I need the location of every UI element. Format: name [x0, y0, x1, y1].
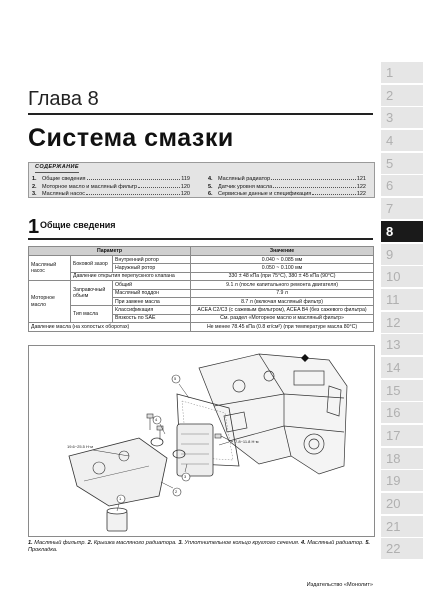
- contents-entry-number: 3.: [32, 191, 37, 197]
- contents-entry[interactable]: [32, 174, 190, 182]
- contents-entry-page: 119: [181, 176, 190, 182]
- contents-box: [28, 162, 375, 198]
- chapter-tab-5[interactable]: 5: [381, 153, 423, 174]
- contents-column-left: [32, 174, 190, 197]
- param-cell: Давление масла (на холостых оборотах): [29, 323, 191, 331]
- caption-text: Уплотнительное кольцо круглого сечения.: [184, 540, 300, 546]
- contents-entry[interactable]: [32, 189, 190, 197]
- contents-entry-number: 4.: [208, 176, 213, 182]
- chapter-tab-1[interactable]: 1: [381, 62, 423, 83]
- chapter-tab-15[interactable]: 15: [381, 380, 423, 401]
- value-cell: 0.040 ~ 0.085 мм: [191, 256, 374, 264]
- publisher-footer: Издательство «Монолит»: [306, 582, 373, 588]
- chapter-heading: Глава 8: [28, 88, 99, 110]
- group-oil-pump: Масляный насос: [29, 256, 71, 281]
- param-cell: Внутренний ротор: [113, 256, 191, 264]
- group-fill-volume: Заправочный объем: [71, 281, 113, 306]
- chapter-tab-2[interactable]: 2: [381, 85, 423, 106]
- chapter-tab-19[interactable]: 19: [381, 470, 423, 491]
- caption-num: 4.: [300, 540, 306, 546]
- param-cell: Масляный поддон: [113, 289, 191, 297]
- contents-entry-page: 122: [356, 183, 366, 190]
- contents-leader-dots: [138, 182, 180, 188]
- contents-entry[interactable]: [208, 189, 366, 197]
- chapter-tab-18[interactable]: 18: [381, 448, 423, 469]
- chapter-tab-14[interactable]: 14: [381, 357, 423, 378]
- contents-entry-label: Датчик уровня масла: [218, 183, 273, 190]
- param-cell: Вязкость по SAE: [113, 314, 191, 322]
- caption-num: 5.: [365, 540, 370, 546]
- engine-illustration: [29, 346, 374, 536]
- table-header-value: Значение: [191, 247, 374, 256]
- callout-5-label: 5: [174, 376, 177, 381]
- chapter-tab-16[interactable]: 16: [381, 402, 423, 423]
- caption-text: Крышка масляного радиатора.: [93, 540, 177, 546]
- contents-entry-page: 120: [180, 183, 190, 190]
- caption-text: Прокладка.: [28, 547, 58, 553]
- contents-entry-label: Масляный насос: [42, 191, 85, 197]
- value-cell: 0.050 ~ 0.100 мм: [191, 264, 374, 272]
- value-cell: 7.9 л: [191, 289, 374, 297]
- group-oil-type: Тип масла: [71, 306, 113, 323]
- contents-leader-dots: [271, 174, 356, 180]
- contents-entry-number: 1.: [32, 176, 37, 182]
- callout-4-label: 4: [155, 417, 158, 422]
- callout-2-label: 2: [175, 489, 178, 494]
- table-header-row: [29, 247, 374, 256]
- chapter-tab-10[interactable]: 10: [381, 266, 423, 287]
- section-title: Общие сведения: [40, 220, 116, 230]
- contents-entry[interactable]: [208, 174, 366, 182]
- value-cell: 9.1 л (после капитального ремонта двигателя): [191, 281, 374, 289]
- contents-entry-label: Сервисные данные и спецификация: [218, 191, 312, 197]
- chapter-tab-17[interactable]: 17: [381, 425, 423, 446]
- chapter-tab-6[interactable]: 6: [381, 175, 423, 196]
- contents-entry-number: 6.: [208, 191, 213, 197]
- spec-table: [28, 246, 374, 332]
- callout-3-label: 3: [184, 474, 187, 479]
- value-cell: Не менее 78.45 кПа (0.8 кг/см²) (при температуре масла 80°С): [191, 323, 374, 331]
- value-cell: См. раздел «Моторное масло и масляный фильтр»: [191, 314, 374, 322]
- chapter-tab-4[interactable]: 4: [381, 130, 423, 151]
- torque-spec-right: 7.8~11.8 Н·м: [235, 439, 259, 444]
- contents-entry-label: Масляный радиатор: [218, 176, 271, 182]
- chapter-tab-8[interactable]: 8: [381, 221, 423, 242]
- contents-heading: СОДЕРЖАНИЕ: [35, 164, 79, 170]
- chapter-tab-13[interactable]: 13: [381, 334, 423, 355]
- group-side-clearance: Боковой зазор: [71, 256, 113, 273]
- contents-entry-page: 120: [180, 191, 190, 197]
- contents-entry-label: Общие сведения: [42, 176, 86, 182]
- param-cell: Давление открытия перепускного клапана: [71, 272, 191, 280]
- callout-1-label: 1: [119, 496, 122, 501]
- torque-spec-left: 19.6~25.5 Н·м: [67, 444, 93, 449]
- caption-num: 2.: [87, 540, 93, 546]
- value-cell: 330 ± 48 кПа (при 75°С), 380 ± 45 кПа (90°С): [191, 272, 374, 280]
- contents-entry-label: Моторное масло и масляный фильтр: [42, 183, 138, 190]
- value-cell: ACEA C2/C3 (с сажевым фильтром), ACEA B4 (без сажевого фильтра): [191, 306, 374, 314]
- section-number: 1: [28, 216, 40, 238]
- contents-leader-dots: [86, 189, 180, 195]
- caption-text: Масляный фильтр.: [34, 540, 87, 546]
- contents-column-right: [208, 174, 366, 197]
- chapter-tab-9[interactable]: 9: [381, 244, 423, 265]
- chapter-rule: [28, 113, 373, 115]
- chapter-title: Система смазки: [28, 124, 234, 152]
- param-cell: Общий: [113, 281, 191, 289]
- contents-entry-number: 5.: [208, 183, 213, 190]
- chapter-tabs: [381, 62, 423, 561]
- chapter-tab-21[interactable]: 21: [381, 516, 423, 537]
- o-ring-drawing: [151, 438, 163, 446]
- contents-heading-underline: [35, 172, 79, 173]
- figure-caption: [28, 540, 373, 554]
- table-row: [29, 256, 374, 264]
- table-row: [29, 323, 374, 331]
- param-cell: Классификация: [113, 306, 191, 314]
- section-rule: [28, 238, 373, 240]
- exploded-view-figure: [28, 345, 375, 537]
- param-cell: При замене масла: [113, 298, 191, 306]
- engine-block-drawing: [199, 354, 347, 474]
- table-row: [29, 272, 374, 280]
- chapter-tab-20[interactable]: 20: [381, 493, 423, 514]
- caption-num: 1.: [28, 540, 33, 546]
- contents-leader-dots: [273, 182, 356, 188]
- contents-entry-page: 121: [356, 176, 366, 182]
- group-engine-oil: Моторное масло: [29, 281, 71, 323]
- contents-entry-page: 122: [356, 191, 366, 197]
- chapter-tab-22[interactable]: 22: [381, 538, 423, 559]
- oil-cooler-drawing: [177, 424, 213, 476]
- contents-entry[interactable]: [208, 182, 366, 190]
- param-cell: Наружный ротор: [113, 264, 191, 272]
- chapter-tab-3[interactable]: 3: [381, 107, 423, 128]
- contents-leader-dots: [87, 174, 181, 180]
- chapter-tab-12[interactable]: 12: [381, 312, 423, 333]
- table-row: [29, 281, 374, 289]
- contents-entry[interactable]: [32, 182, 190, 190]
- chapter-tab-7[interactable]: 7: [381, 198, 423, 219]
- caption-text: Масляный радиатор.: [307, 540, 364, 546]
- contents-leader-dots: [312, 189, 356, 195]
- contents-entry-number: 2.: [32, 183, 37, 190]
- value-cell: 8.7 л (включая масляный фильтр): [191, 298, 374, 306]
- table-header-param: Параметр: [29, 247, 191, 256]
- chapter-tab-11[interactable]: 11: [381, 289, 423, 310]
- caption-num: 3.: [178, 540, 183, 546]
- table-row: [29, 306, 374, 314]
